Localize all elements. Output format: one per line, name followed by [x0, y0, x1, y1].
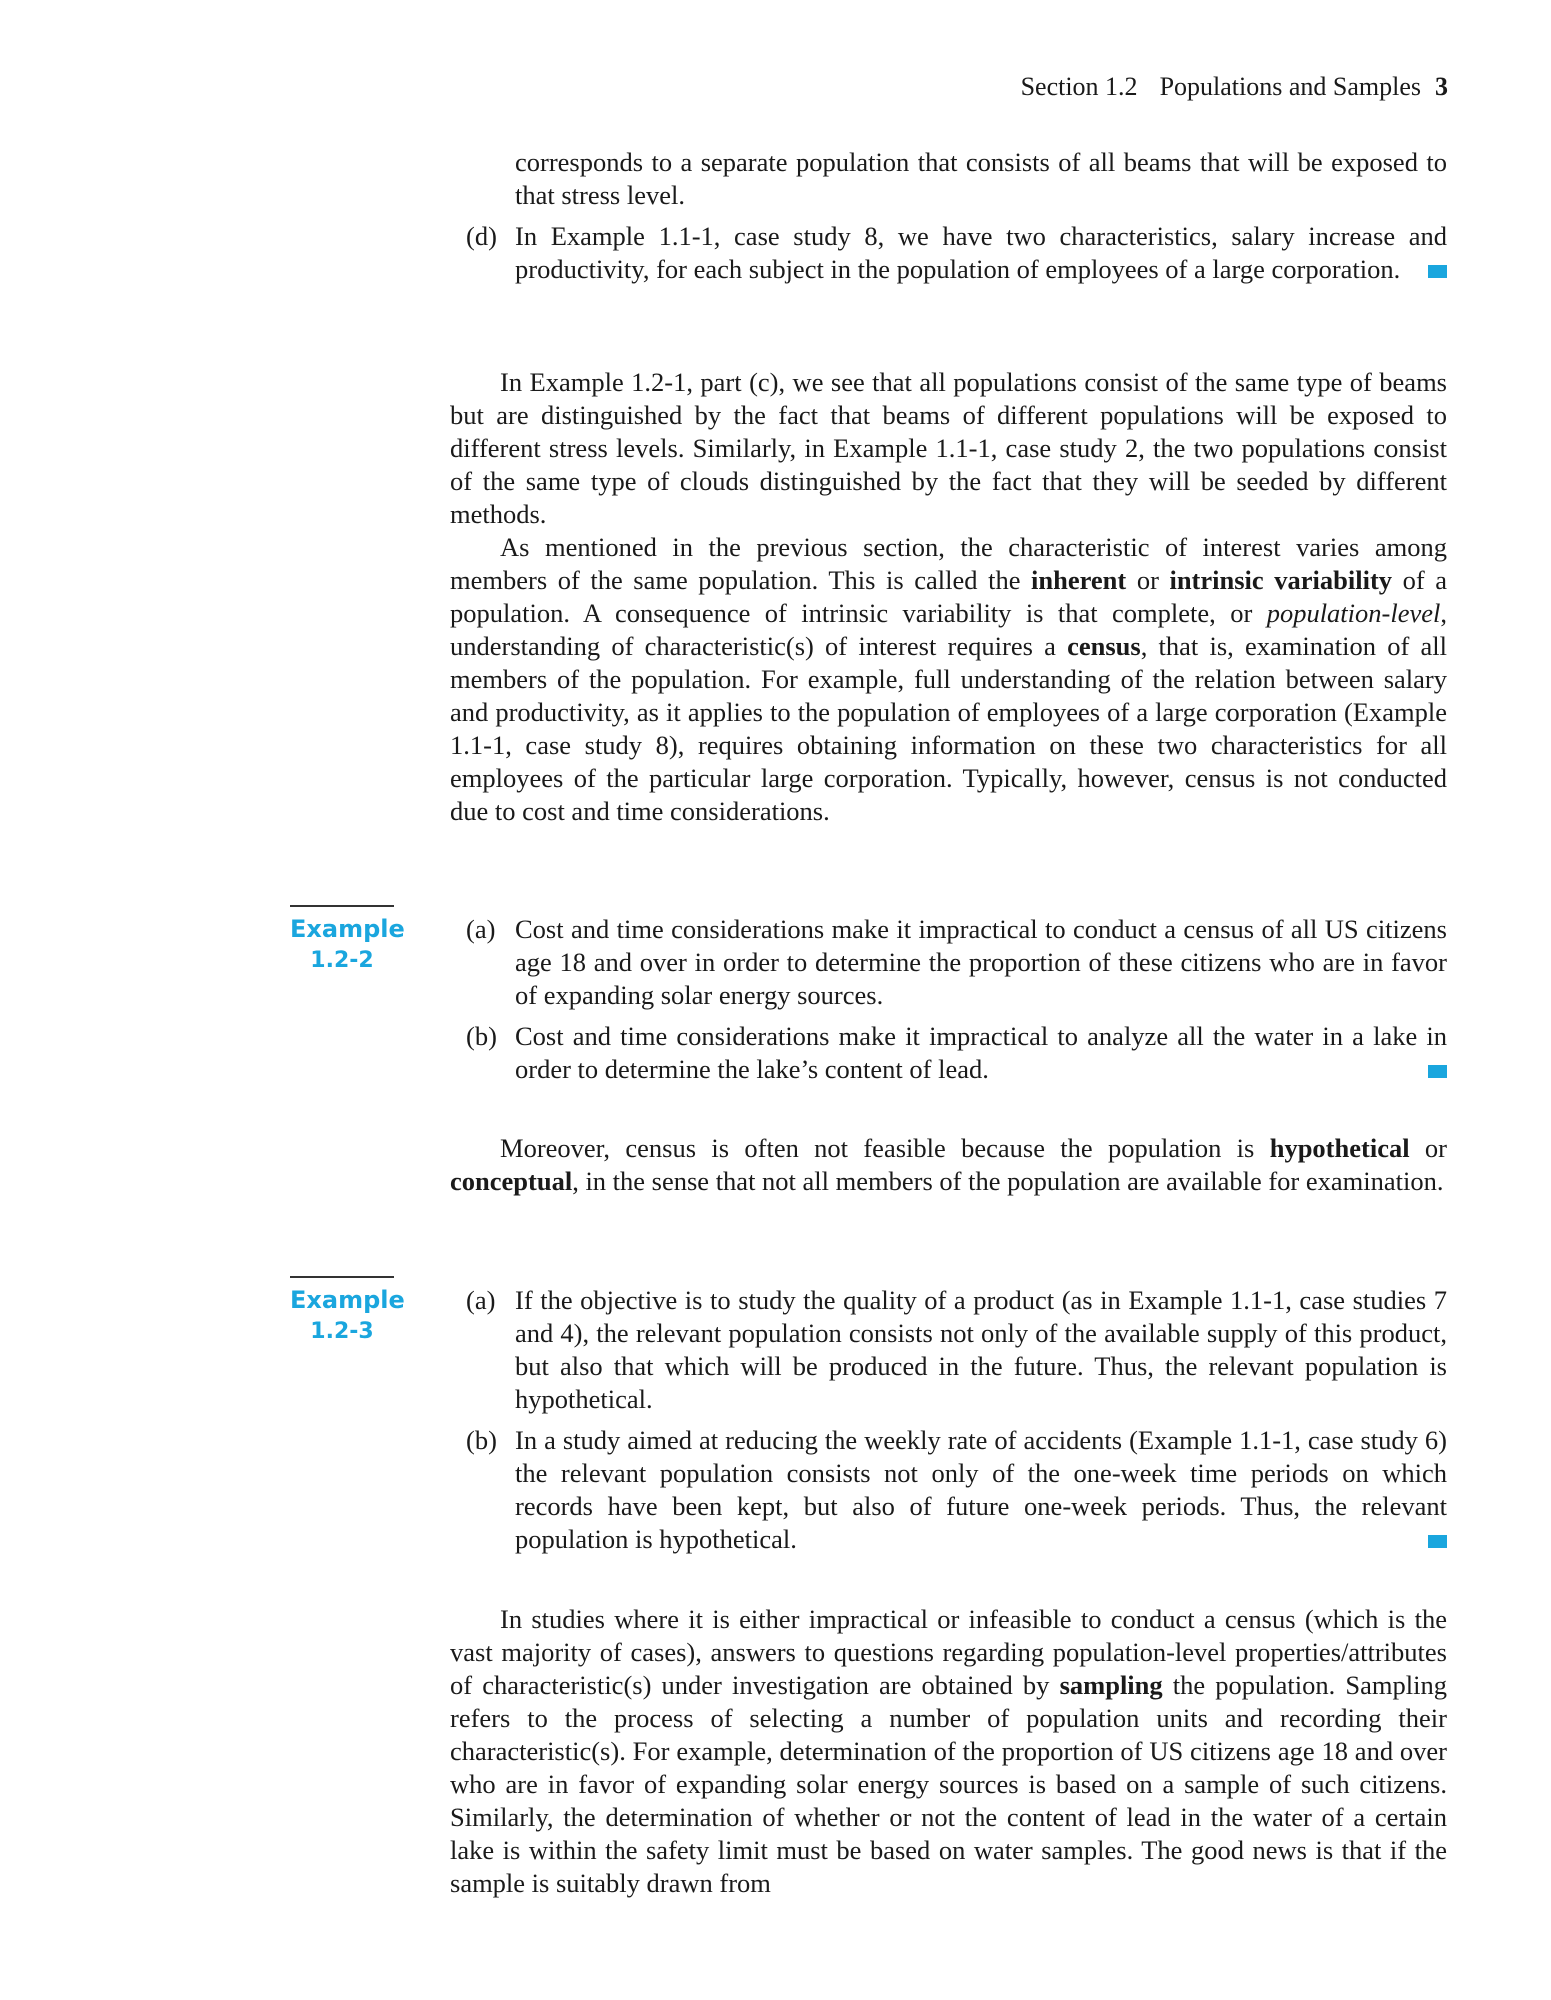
- item-b-text: Cost and time considerations make it impractical to analyze all the water in a lake in order to determine the lake’s content of lead.: [515, 1021, 1447, 1084]
- term-intrinsic-variability: intrinsic variability: [1169, 565, 1393, 595]
- list-item-a: [450, 1284, 1447, 1416]
- item-c-text: corresponds to a separate population that consists of all beams that will be exposed to that stress level.: [515, 147, 1447, 210]
- list-item-b: [450, 1424, 1447, 1556]
- term-population-level: population-level: [1266, 598, 1441, 628]
- example-rule: [290, 905, 394, 907]
- item-b-text: In a study aimed at reducing the weekly rate of accidents (Example 1.1-1, case study 6) the relevant population consists not only of the one-week time periods on which records have been kept, but also of future one-week periods. Thus, the relevant population is hypothetical.: [515, 1425, 1447, 1554]
- item-a-text: If the objective is to study the quality of a product (as in Example 1.1-1, case studies 7 and 4), the relevant population consists not only of the available supply of this product, but also that which will be produced in the future. Thus, the relevant population is hypothetical.: [515, 1285, 1447, 1414]
- example-label-1-2-2: [290, 905, 405, 977]
- list-item-d: [450, 220, 1447, 286]
- body-section-3: [450, 1603, 1447, 1900]
- paragraph-1: In Example 1.2-1, part (c), we see that all populations consist of the same type of beams but are distinguished by the fact that beams of different populations will be exposed to different stress levels. Similarly, in Example 1.1-1, case study 2, the two populations consist of the same type of clouds distinguished by the fact that they will be seeded by different methods.: [450, 367, 1447, 529]
- term-sampling: sampling: [1059, 1670, 1163, 1700]
- running-header: [1021, 70, 1448, 104]
- header-title: Populations and Samples: [1159, 72, 1421, 101]
- item-a-label: (a): [466, 1285, 496, 1315]
- example-1-2-2: [450, 913, 1447, 1086]
- example-end-marker: [1428, 1535, 1447, 1548]
- item-d-label: (d): [466, 221, 497, 251]
- item-b-label: (b): [466, 1021, 497, 1051]
- paragraph-4: In studies where it is either impractical or infeasible to conduct a census (which is the vast majority of cases), answers to questions regarding population-level properties/attributes of characteristic(s) under investigation are obtained by sampling the population. Sampling refers to the process of selecting a number of population units and recording their characteristic(s). For example, determination of the proportion of US citizens age 18 and over who are in favor of expanding solar energy sources is based on a sample of such citizens. Similarly, the determination of whether or not the content of lead in the water of a certain lake is within the safety limit must be based on water samples. The good news is that if the sample is suitably drawn from: [450, 1604, 1448, 1898]
- list-item-b: [450, 1020, 1447, 1086]
- paragraph-3: Moreover, census is often not feasible because the population is hypothetical or conceptual, in the sense that not all members of the population are available for examination.: [450, 1133, 1447, 1196]
- example-1-2-1-continuation: [450, 146, 1447, 286]
- example-word: Example: [290, 915, 405, 943]
- body-section-1: [450, 366, 1447, 828]
- example-rule: [290, 1276, 394, 1278]
- paragraph-2: As mentioned in the previous section, the characteristic of interest varies among members of the same population. This is called the inherent or intrinsic variability of a population. A consequence of intrinsic variability is that complete, or population-level, understanding of characteristic(s) of interest requires a census, that is, examination of all members of the population. For example, full understanding of the relation between salary and productivity, as it applies to the population of employees of a large corporation (Example 1.1-1, case study 8), requires obtaining information on these two characteristics for all employees of the particular large corporation. Typically, however, census is not conducted due to cost and time considerations.: [450, 532, 1447, 826]
- term-hypothetical: hypothetical: [1269, 1133, 1410, 1163]
- list-item-a: [450, 913, 1447, 1012]
- term-census: census: [1067, 631, 1141, 661]
- term-inherent: inherent: [1031, 565, 1127, 595]
- item-b-label: (b): [466, 1425, 497, 1455]
- example-label-1-2-3: [290, 1276, 405, 1348]
- example-1-2-3: [450, 1284, 1447, 1556]
- example-end-marker: [1428, 265, 1447, 278]
- header-section: Section 1.2: [1020, 72, 1138, 101]
- term-conceptual: conceptual: [450, 1166, 573, 1196]
- example-word: Example: [290, 1286, 405, 1314]
- item-a-text: Cost and time considerations make it impractical to conduct a census of all US citizens age 18 and over in order to determine the proportion of these citizens who are in favor of expanding solar energy sources.: [515, 914, 1447, 1010]
- example-end-marker: [1428, 1065, 1447, 1078]
- body-section-2: [450, 1132, 1447, 1198]
- item-a-label: (a): [466, 914, 496, 944]
- example-number: 1.2-3: [310, 1319, 374, 1344]
- example-number: 1.2-2: [310, 948, 374, 973]
- list-item-c-continuation: [450, 146, 1447, 212]
- item-d-text: In Example 1.1-1, case study 8, we have two characteristics, salary increase and productivity, for each subject in the population of employees of a large corporation.: [515, 221, 1447, 284]
- page-number: 3: [1435, 72, 1448, 101]
